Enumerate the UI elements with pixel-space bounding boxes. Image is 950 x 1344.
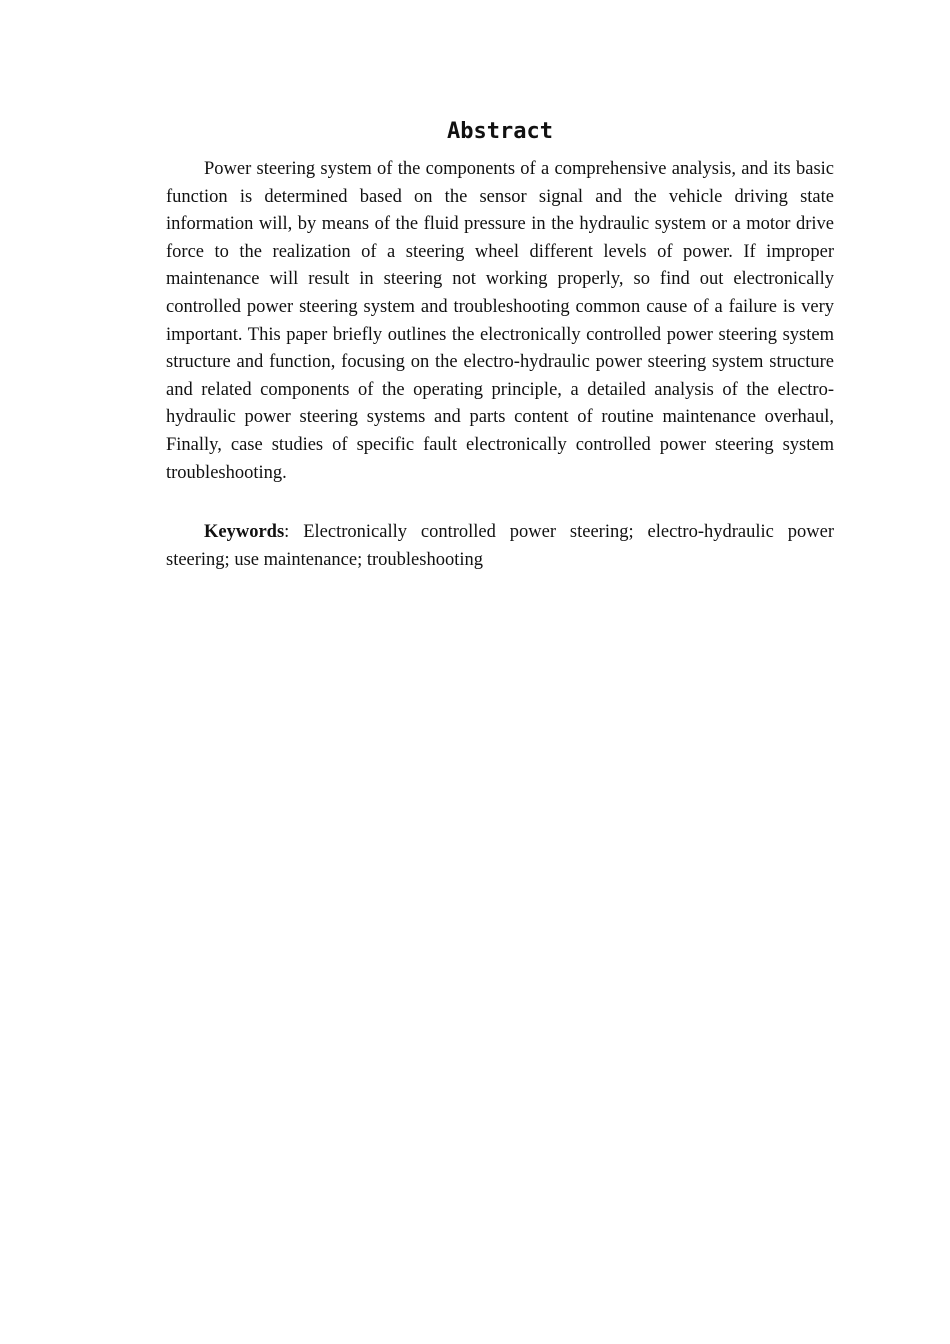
abstract-paragraph: Power steering system of the components of a comprehensive analysis, and its basic function is determined based on the sensor signal and the vehicle driving state information will, by means of the fluid pressure in the hydraulic system or a motor drive force to the realization of a steering wheel different levels of power. If improper maintenance will result in steering not working properly, so find out electronically controlled power steering system and troubleshooting common cause of a failure is very important. This paper briefly outlines the electronically controlled power steering system structure and function, focusing on the electro-hydraulic power steering system structure and related components of the operating principle, a detailed analysis of the electro-hydraulic power steering systems and parts content of routine maintenance overhaul, Finally, case studies of specific fault electronically controlled power steering system troubleshooting.: [166, 159, 834, 483]
abstract-section: [166, 117, 834, 574]
keywords-label: Keywords: [204, 522, 285, 543]
keywords-text: Electronically controlled power steering; electro-hydraulic power steering; use maintenance; troubleshooting: [166, 522, 834, 570]
keywords-separator: :: [284, 522, 304, 543]
keywords-paragraph: [166, 519, 834, 574]
abstract-title: Abstract: [447, 119, 553, 144]
